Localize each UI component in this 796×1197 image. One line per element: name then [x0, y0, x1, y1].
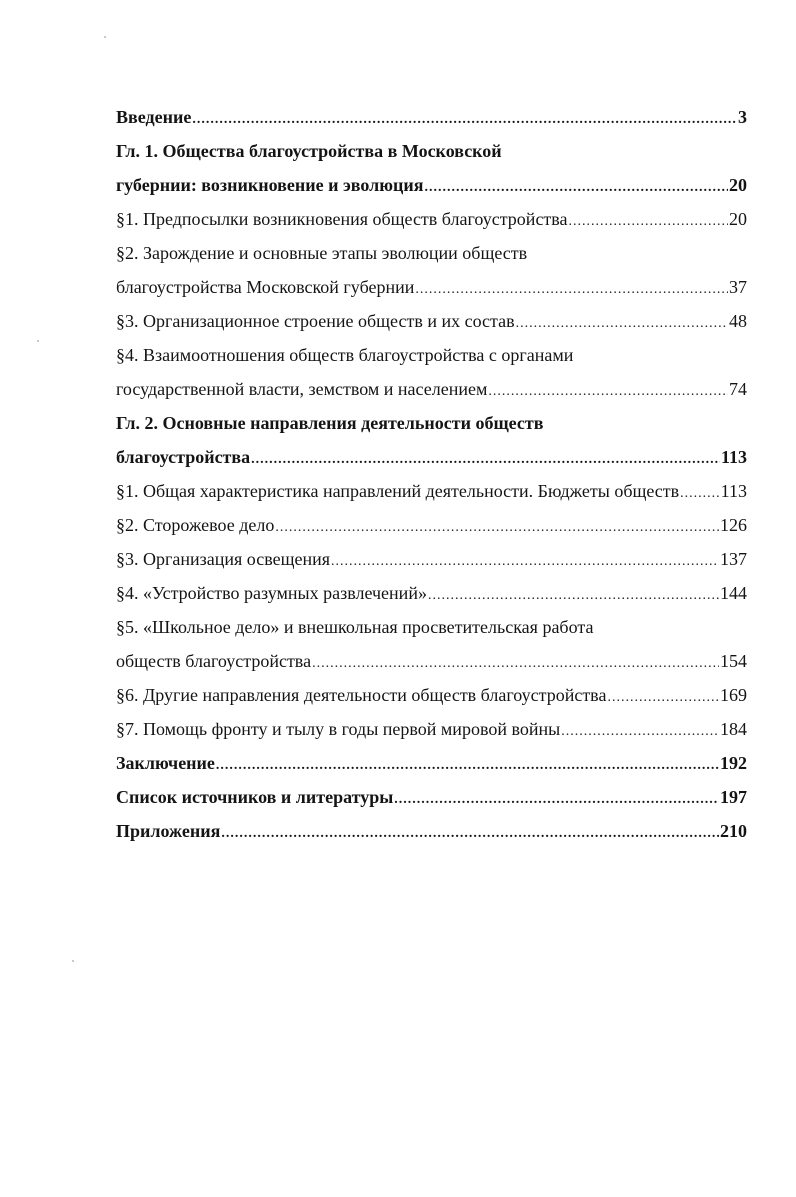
- toc-entry-ch2-sec4[interactable]: [116, 576, 747, 610]
- toc-entry-title: Приложения: [116, 821, 221, 841]
- dot-leader: [415, 273, 728, 307]
- toc-entry-ch2-sec2[interactable]: [116, 508, 747, 542]
- toc-page-number: 113: [720, 481, 747, 501]
- toc-page-number: 74: [729, 379, 747, 399]
- toc-entry-intro[interactable]: [116, 100, 747, 134]
- dot-leader: [251, 443, 720, 477]
- toc-chapter-2-title-line1: Гл. 2. Основные направления деятельности обществ: [116, 413, 544, 433]
- toc-page-number: 144: [720, 583, 747, 603]
- dot-leader: [561, 715, 719, 749]
- toc-entry-title: §3. Организация освещения: [116, 549, 330, 569]
- toc-entry-ch2-sec7[interactable]: [116, 712, 747, 746]
- toc-page-number: 210: [720, 821, 747, 841]
- toc-entry-title: §7. Помощь фронту и тылу в годы первой мировой войны: [116, 719, 561, 739]
- dot-leader: [394, 783, 719, 817]
- toc-entry-title: Список источников и литературы: [116, 787, 394, 807]
- dot-leader: [312, 647, 719, 681]
- toc-ch2-sec5-title-line1: §5. «Школьное дело» и внешкольная просветительская работа: [116, 617, 594, 637]
- toc-page-number: 20: [729, 209, 747, 229]
- dot-leader: [424, 171, 728, 205]
- dot-leader: [607, 681, 719, 715]
- toc-entry-title: Заключение: [116, 753, 215, 773]
- toc-entry-chapter-2[interactable]: [116, 440, 747, 474]
- table-of-contents: [116, 100, 747, 848]
- dot-leader: [192, 103, 737, 137]
- dot-leader: [428, 579, 719, 613]
- scan-speck: [37, 340, 39, 342]
- toc-ch1-sec4-title-line1: §4. Взаимоотношения обществ благоустройства с органами: [116, 345, 574, 365]
- toc-entry-sources[interactable]: [116, 780, 747, 814]
- toc-ch1-sec2-title-line1: §2. Зарождение и основные этапы эволюции обществ: [116, 243, 528, 263]
- toc-entry-ch1-sec1[interactable]: [116, 202, 747, 236]
- toc-page-number: 37: [729, 277, 747, 297]
- toc-entry-title: §4. «Устройство разумных развлечений»: [116, 583, 427, 603]
- toc-entry-title: §2. Сторожевое дело: [116, 515, 275, 535]
- scan-speck: [72, 960, 74, 962]
- toc-entry-ch2-sec1[interactable]: [116, 474, 747, 508]
- toc-entry-title: благоустройства Московской губернии: [116, 277, 415, 297]
- toc-entry-ch2-sec6[interactable]: [116, 678, 747, 712]
- dot-leader: [221, 817, 719, 851]
- toc-entry-title: благоустройства: [116, 447, 251, 467]
- toc-entry-title: §6. Другие направления деятельности обществ благоустройства: [116, 685, 607, 705]
- toc-page-number: 48: [729, 311, 747, 331]
- dot-leader: [488, 375, 728, 409]
- dot-leader: [275, 511, 719, 545]
- toc-page-number: 137: [720, 549, 747, 569]
- toc-page-number: 184: [720, 719, 747, 739]
- dot-leader: [516, 307, 728, 341]
- toc-entry-title: §1. Общая характеристика направлений деятельности. Бюджеты обществ: [116, 481, 680, 501]
- toc-page-number: 20: [729, 175, 747, 195]
- toc-page-number: 169: [720, 685, 747, 705]
- toc-page-number: 197: [720, 787, 747, 807]
- toc-entry-ch2-sec5[interactable]: [116, 644, 747, 678]
- toc-entry-title: обществ благоустройства: [116, 651, 312, 671]
- toc-entry-conclusion[interactable]: [116, 746, 747, 780]
- dot-leader: [680, 477, 720, 511]
- toc-page-number: 154: [720, 651, 747, 671]
- toc-page-number: 3: [738, 107, 747, 127]
- toc-entry-ch1-sec4[interactable]: [116, 372, 747, 406]
- dot-leader: [216, 749, 719, 783]
- toc-entry-title: губернии: возникновение и эволюция: [116, 175, 424, 195]
- toc-chapter-1-title-line1: Гл. 1. Общества благоустройства в Московской: [116, 141, 502, 161]
- toc-entry-ch1-sec2[interactable]: [116, 270, 747, 304]
- toc-entry-title: Введение: [116, 107, 192, 127]
- toc-page-number: 192: [720, 753, 747, 773]
- toc-entry-ch2-sec3[interactable]: [116, 542, 747, 576]
- dot-leader: [331, 545, 719, 579]
- toc-entry-title: государственной власти, земством и населением: [116, 379, 488, 399]
- toc-entry-title: §1. Предпосылки возникновения обществ благоустройства: [116, 209, 568, 229]
- toc-page-number: 113: [720, 447, 747, 467]
- toc-entry-appendices[interactable]: [116, 814, 747, 848]
- toc-page-number: 126: [720, 515, 747, 535]
- toc-entry-ch1-sec3[interactable]: [116, 304, 747, 338]
- scan-speck: [104, 36, 106, 38]
- toc-entry-chapter-1[interactable]: [116, 168, 747, 202]
- dot-leader: [569, 205, 728, 239]
- toc-entry-title: §3. Организационное строение обществ и их состав: [116, 311, 515, 331]
